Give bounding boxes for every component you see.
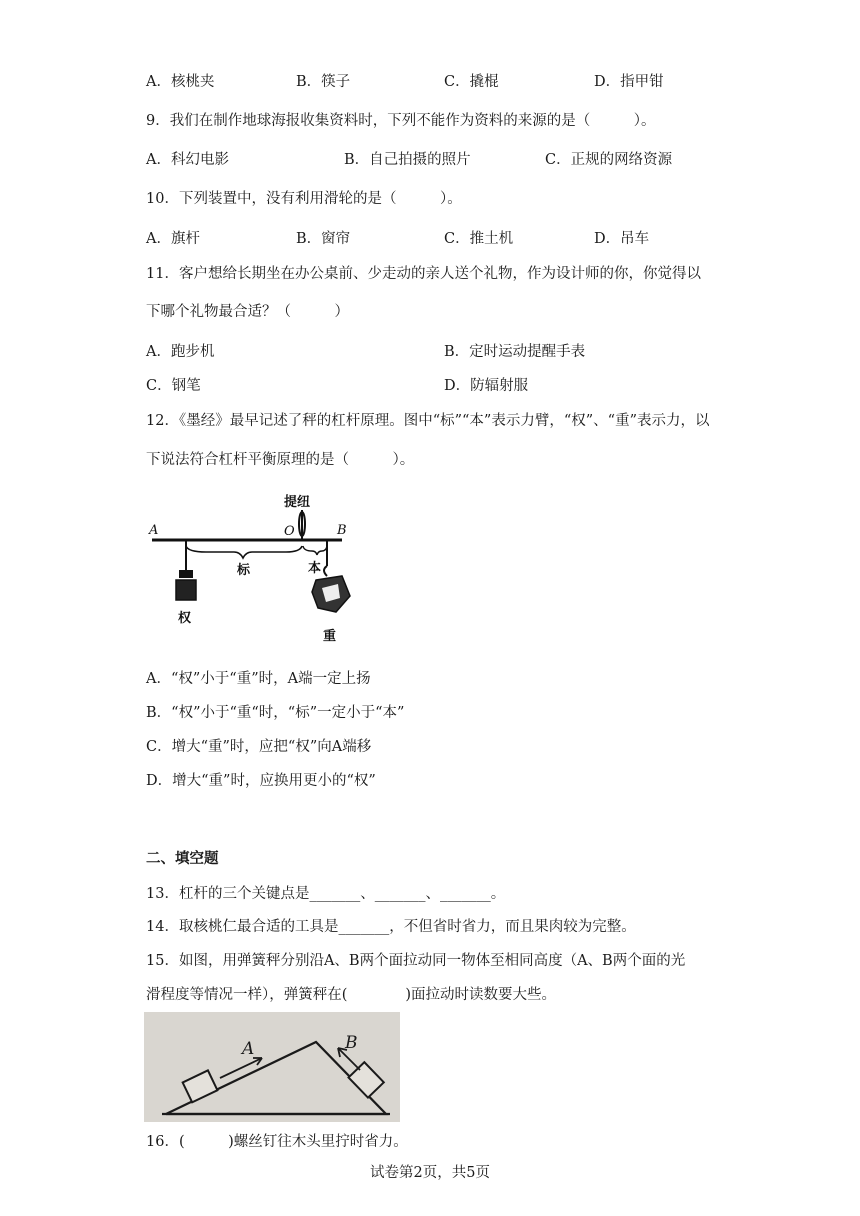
q11-option-b: B．定时运动提醒手表 [444,344,586,360]
q8-option-b: B．筷子 [296,74,351,90]
q10-option-d: D．吊车 [594,231,650,247]
q12-option-d: D．增大“重”时，应换用更小的“权” [146,773,376,789]
label-b: B [337,523,347,538]
inclined-plane-figure [144,1012,400,1122]
q16-stem: 16．( )螺丝钉往木头里拧时省力。 [146,1134,408,1150]
q12-option-a: A．“权”小于“重”时，A端一定上扬 [146,671,371,687]
q9-option-b: B．自己拍摄的照片 [344,152,471,168]
q15-stem-line1: 15．如图，用弹簧秤分别沿A、B两个面拉动同一物体至相同高度（A、B两个面的光 [146,953,686,969]
label-ben: 本 [308,561,322,576]
q12-stem-line2: 下说法符合杠杆平衡原理的是（ ）。 [146,452,415,468]
label-biao: 标 [237,563,251,578]
q9-option-a: A．科幻电影 [146,152,229,168]
q11-option-a: A．跑步机 [146,344,215,360]
label-plane-b: B [345,1033,358,1053]
q9-option-c: C．正规的网络资源 [545,152,673,168]
weight-icon [176,580,196,600]
q12-option-b: B．“权”小于“重“时，“标”一定小于“本” [146,705,405,721]
q11-option-d: D．防辐射服 [444,378,529,394]
q9-stem: 9．我们在制作地球海报收集资料时，下列不能作为资料的来源的是（ ）。 [146,113,656,129]
q8-option-a: A．核桃夹 [146,74,215,90]
q11-stem-line1: 11．客户想给长期坐在办公桌前、少走动的亲人送个礼物，作为设计师的你，你觉得以 [146,266,701,282]
q10-option-a: A．旗杆 [146,231,200,247]
steelyard-figure [146,488,356,650]
weight-top [179,570,193,578]
label-tizu: 提纽 [284,495,311,510]
q8-option-d: D．指甲钳 [594,74,664,90]
page-footer: 试卷第2页，共5页 [370,1165,490,1181]
label-plane-a: A [242,1039,255,1059]
q13-stem: 13．杠杆的三个关键点是_______、_______、_______。 [146,886,506,902]
q11-stem-line2: 下哪个礼物最合适？（ ） [146,304,349,320]
q14-stem: 14．取核桃仁最合适的工具是_______，不但省时省力，而且果肉较为完整。 [146,919,636,935]
ben-brace [303,546,327,555]
section-2-title: 二、填空题 [146,850,219,867]
label-quan: 权 [178,611,192,626]
biao-brace [186,546,302,558]
label-o: O [284,524,295,539]
q10-option-b: B．窗帘 [296,231,351,247]
q10-stem: 10．下列装置中，没有利用滑轮的是（ ）。 [146,191,462,207]
q15-stem-line2: 滑程度等情况一样），弹簧秤在( )面拉动时读数要大些。 [146,987,557,1003]
label-zhong: 重 [323,629,337,644]
q12-stem-line1: 12．《墨经》最早记述了秤的杠杆原理。图中“标”“本”表示力臂，“权”、“重”表示力，以 [146,413,710,429]
q10-option-c: C．推土机 [444,231,514,247]
q11-option-c: C．钢笔 [146,378,201,394]
q8-option-c: C．撬棍 [444,74,499,90]
label-a: A [149,523,159,538]
q12-option-c: C．增大“重”时，应把“权”向A端移 [146,739,372,755]
